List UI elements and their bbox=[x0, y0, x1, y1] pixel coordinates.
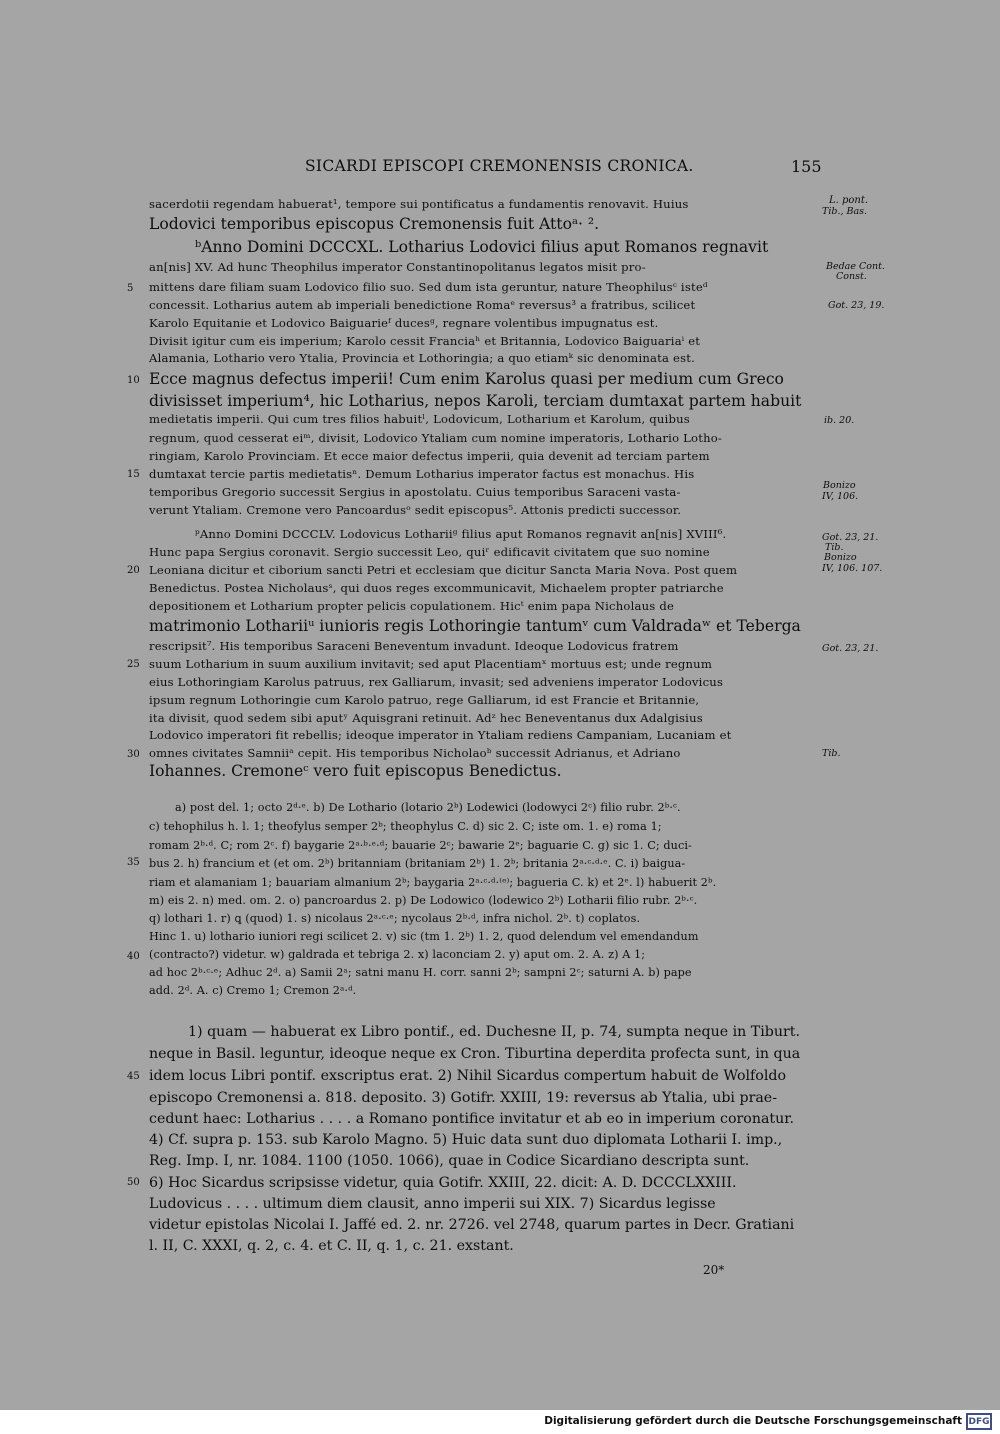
text-line: medietatis imperii. Qui cum tres filios habuitˡ, Lodovicum, Lotharium et Karolum, quibus bbox=[149, 412, 690, 426]
margin-note: Got. 23, 21. bbox=[822, 532, 879, 543]
line-number: 35 bbox=[127, 857, 140, 868]
note-line: 6) Hoc Sicardus scripsisse videtur, quia Gotifr. XXIII, 22. dicit: A. D. DCCCLXXIII. bbox=[149, 1175, 737, 1191]
note-line: idem locus Libri pontif. exscriptus erat. 2) Nihil Sicardus compertum habuit de Wolfoldo bbox=[149, 1068, 786, 1084]
text-line: Divisit igitur cum eis imperium; Karolo cessit Franciaʰ et Britannia, Lodovico Baiguariaⁱ et bbox=[149, 334, 701, 348]
text-line: divisisset imperium⁴, hic Lotharius, nepos Karoli, terciam dumtaxat partem habuit bbox=[149, 392, 802, 410]
margin-note: IV, 106. 107. bbox=[822, 563, 883, 574]
note-line: cedunt haec: Lotharius . . . . a Romano pontifice invitatur et ab eo in imperium coronatur. bbox=[149, 1111, 795, 1127]
line-number: 45 bbox=[127, 1071, 140, 1082]
margin-note: Const. bbox=[836, 271, 867, 282]
text-line: Leoniana dicitur et ciborium sancti Petri et ecclesiam que dicitur Sancta Maria Nova. Post quem bbox=[149, 563, 738, 577]
text-line: ᵇAnno Domini DCCCXL. Lotharius Lodovici filius aput Romanos regnavit bbox=[195, 238, 769, 256]
text-line: Alamania, Lothario vero Ytalia, Provincia et Lothoringia; a quo etiamᵏ sic denominata est. bbox=[149, 351, 695, 365]
margin-note: Bonizo bbox=[823, 480, 856, 491]
margin-note: IV, 106. bbox=[822, 491, 859, 502]
text-line: temporibus Gregorio successit Sergius in apostolatu. Cuius temporibus Saraceni vasta- bbox=[149, 485, 681, 499]
line-number: 25 bbox=[127, 659, 140, 670]
margin-note: Got. 23, 21. bbox=[822, 643, 879, 654]
line-number: 10 bbox=[127, 375, 140, 386]
text-line: ipsum regnum Lothoringie cum Karolo patruo, rege Galliarum, id est Francie et Britannie, bbox=[149, 693, 700, 707]
text-line: mittens dare filiam suam Lodovico filio suo. Sed dum ista geruntur, nature Theophilusᶜ isteᵈ bbox=[149, 280, 708, 294]
text-line: regnum, quod cesserat eiᵐ, divisit, Lodovico Ytaliam cum nomine imperatoris, Lothario Lotho- bbox=[149, 431, 723, 445]
margin-note: Tib. bbox=[822, 748, 841, 759]
text-line: Iohannes. Cremoneᶜ vero fuit episcopus Benedictus. bbox=[149, 762, 562, 780]
text-line: suum Lotharium in suum auxilium invitavit; sed aput Placentiamˣ mortuus est; unde regnum bbox=[149, 657, 713, 671]
text-line: ᵖAnno Domini DCCCLV. Lodovicus Lothariiᵍ filius aput Romanos regnavit an[nis] XVIII⁶. bbox=[195, 527, 727, 541]
text-line: sacerdotii regendam habuerat¹, tempore sui pontificatus a fundamentis renovavit. Huius bbox=[149, 197, 689, 211]
text-line: rescripsit⁷. His temporibus Saraceni Beneventum invadunt. Ideoque Lodovicus fratrem bbox=[149, 639, 679, 653]
text-line: Lodovico imperatori fit rebellis; ideoque imperator in Ytaliam rediens Campaniam, Lucaniam et bbox=[149, 728, 732, 742]
apparatus-line: c) tehophilus h. l. 1; theofylus semper 2ᵇ; theophylus C. d) sic 2. C; iste om. 1. e) roma 1; bbox=[149, 820, 662, 833]
line-number: 30 bbox=[127, 749, 140, 760]
text-line: ringiam, Karolo Provinciam. Et ecce maior defectus imperii, quia devenit ad terciam partem bbox=[149, 449, 710, 463]
apparatus-line: romam 2ᵇ·ᵈ. C; rom 2ᶜ. f) baygarie 2ᵃ·ᵇ·ᵉ·ᵈ; bauarie 2ᶜ; bawarie 2ᵉ; baguarie C. g) sic 1. C; duci- bbox=[149, 839, 692, 852]
line-number: 40 bbox=[127, 951, 140, 962]
note-line: episcopo Cremonensi a. 818. deposito. 3) Gotifr. XXIII, 19: reversus ab Ytalia, ubi prae- bbox=[149, 1090, 777, 1106]
text-line: omnes civitates Samniiᵃ cepit. His temporibus Nicholaoᵇ successit Adrianus, et Adriano bbox=[149, 746, 681, 760]
margin-note: ib. 20. bbox=[824, 415, 855, 426]
line-number: 50 bbox=[127, 1177, 140, 1188]
apparatus-line: (contracto?) videtur. w) galdrada et tebriga 2. x) laconciam 2. y) aput om. 2. A. z) A 1; bbox=[149, 948, 646, 961]
page-number: 155 bbox=[791, 157, 822, 176]
text-line: eius Lothoringiam Karolus patruus, rex Galliarum, invasit; sed adveniens imperator Lodovicus bbox=[149, 675, 724, 689]
text-line: ita divisit, quod sedem sibi aputʸ Aquisgrani retinuit. Adᶻ hec Beneventanus dux Adalgisius bbox=[149, 711, 703, 725]
apparatus-line: bus 2. h) francium et (et om. 2ᵇ) britanniam (britaniam 2ᵇ) 1. 2ᵇ; britania 2ᵃ·ᶜ·ᵈ·ᵉ. C. i) baigua- bbox=[149, 857, 686, 870]
text-line: depositionem et Lotharium propter pelicis copulationem. Hicᵗ enim papa Nicholaus de bbox=[149, 599, 675, 613]
note-line: Ludovicus . . . . ultimum diem clausit, anno imperii sui XIX. 7) Sicardus legisse bbox=[149, 1196, 716, 1212]
text-line: dumtaxat tercie partis medietatisⁿ. Demum Lotharius imperator factus est monachus. His bbox=[149, 467, 695, 481]
apparatus-line: Hinc 1. u) lothario iuniori regi scilicet 2. v) sic (tm 1. 2ᵇ) 1. 2, quod delendum vel emendandum bbox=[149, 930, 699, 943]
margin-note: Bedae Cont. bbox=[826, 261, 885, 272]
text-line: Benedictus. Postea Nicholausˢ, qui duos reges excommunicavit, Michaelem propter patriarche bbox=[149, 581, 724, 595]
apparatus-line: riam et alamaniam 1; bauariam almanium 2ᵇ; baygaria 2ᵃ·ᶜ·ᵈ·⁽ᵉ⁾; bagueria C. k) et 2ᵉ. l) habuerit 2ᵇ. bbox=[149, 876, 717, 889]
apparatus-line: add. 2ᵈ. A. c) Cremo 1; Cremon 2ᵃ·ᵈ. bbox=[149, 984, 357, 997]
apparatus-line: q) lothari 1. r) ꝗ (quod) 1. s) nicolaus 2ᵃ·ᶜ·ᵉ; nycolaus 2ᵇ·ᵈ, infra nichol. 2ᵇ. t) coplatos. bbox=[149, 912, 641, 925]
note-line: neque in Basil. leguntur, ideoque neque ex Cron. Tiburtina deperdita profecta sunt, in qua bbox=[149, 1046, 801, 1062]
text-line: Hunc papa Sergius coronavit. Sergio successit Leo, quiʳ edificavit civitatem que suo nomine bbox=[149, 545, 710, 559]
margin-note: Tib. bbox=[825, 542, 844, 553]
margin-note: L. pont. bbox=[829, 195, 869, 206]
note-line: videtur epistolas Nicolai I. Jaffé ed. 2. nr. 2726. vel 2748, quarum partes in Decr. Gratiani bbox=[149, 1217, 795, 1233]
text-line: matrimonio Lothariiᵘ iunioris regis Lothoringie tantumᵛ cum Valdradaʷ et Teberga bbox=[149, 617, 801, 635]
note-line: Reg. Imp. I, nr. 1084. 1100 (1050. 1066), quae in Codice Sicardiano descripta sunt. bbox=[149, 1153, 750, 1169]
margin-note: Tib., Bas. bbox=[822, 206, 868, 217]
text-line: Lodovici temporibus episcopus Cremonensis fuit Attoᵃ· ². bbox=[149, 215, 600, 233]
text-line: an[nis] XV. Ad hunc Theophilus imperator Constantinopolitanus legatos misit pro- bbox=[149, 260, 646, 274]
line-number: 5 bbox=[127, 283, 134, 294]
line-number: 15 bbox=[127, 469, 140, 480]
line-number: 20 bbox=[127, 565, 140, 576]
apparatus-line: a) post del. 1; octo 2ᵈ·ᵉ. b) De Lothario (lotario 2ᵇ) Lodewici (lodowyci 2ᶜ) filio rubr. 2ᵇ·ᶜ. bbox=[175, 801, 681, 814]
note-line: 4) Cf. supra p. 153. sub Karolo Magno. 5) Huic data sunt duo diplomata Lotharii I. imp., bbox=[149, 1132, 783, 1148]
text-line: Ecce magnus defectus imperii! Cum enim Karolus quasi per medium cum Greco bbox=[149, 370, 784, 388]
dfg-logo-icon bbox=[966, 1413, 992, 1430]
note-line: l. II, C. XXXI, q. 2, c. 4. et C. II, q. 1, c. 21. exstant. bbox=[149, 1238, 514, 1254]
text-line: Karolo Equitanie et Lodovico Baiguarieᶠ ducesᵍ, regnare volentibus impugnatus est. bbox=[149, 316, 659, 330]
margin-note: Got. 23, 19. bbox=[828, 300, 885, 311]
funding-credit: Digitalisierung gefördert durch die Deutsche Forschungsgemeinschaft bbox=[544, 1415, 962, 1427]
text-line: concessit. Lotharius autem ab imperiali benedictione Romaᵉ reversus³ a fratribus, scilicet bbox=[149, 298, 696, 312]
note-line: 1) quam — habuerat ex Libro pontif., ed. Duchesne II, p. 74, sumpta neque in Tiburt. bbox=[188, 1024, 801, 1040]
dfg-logo-text: DFG bbox=[968, 1416, 990, 1427]
footer-bar bbox=[0, 1410, 1000, 1434]
printer-signature: 20* bbox=[703, 1263, 725, 1277]
apparatus-line: m) eis 2. n) med. om. 2. o) pancroardus 2. p) De Lodowico (lodewico 2ᵇ) Lotharii filio rubr. 2ᵇ·ᶜ. bbox=[149, 894, 698, 907]
text-line: verunt Ytaliam. Cremone vero Pancoardusᵒ sedit episcopus⁵. Attonis predicti successor. bbox=[149, 503, 682, 517]
running-title: SICARDI EPISCOPI CREMONENSIS CRONICA. bbox=[305, 157, 694, 175]
apparatus-line: ad hoc 2ᵇ·ᶜ·ᵉ; Adhuc 2ᵈ. a) Samii 2ᵃ; satni manu H. corr. sanni 2ᵇ; sampni 2ᶜ; saturni A. b) pape bbox=[149, 966, 692, 979]
margin-note: Bonizo bbox=[824, 552, 857, 563]
